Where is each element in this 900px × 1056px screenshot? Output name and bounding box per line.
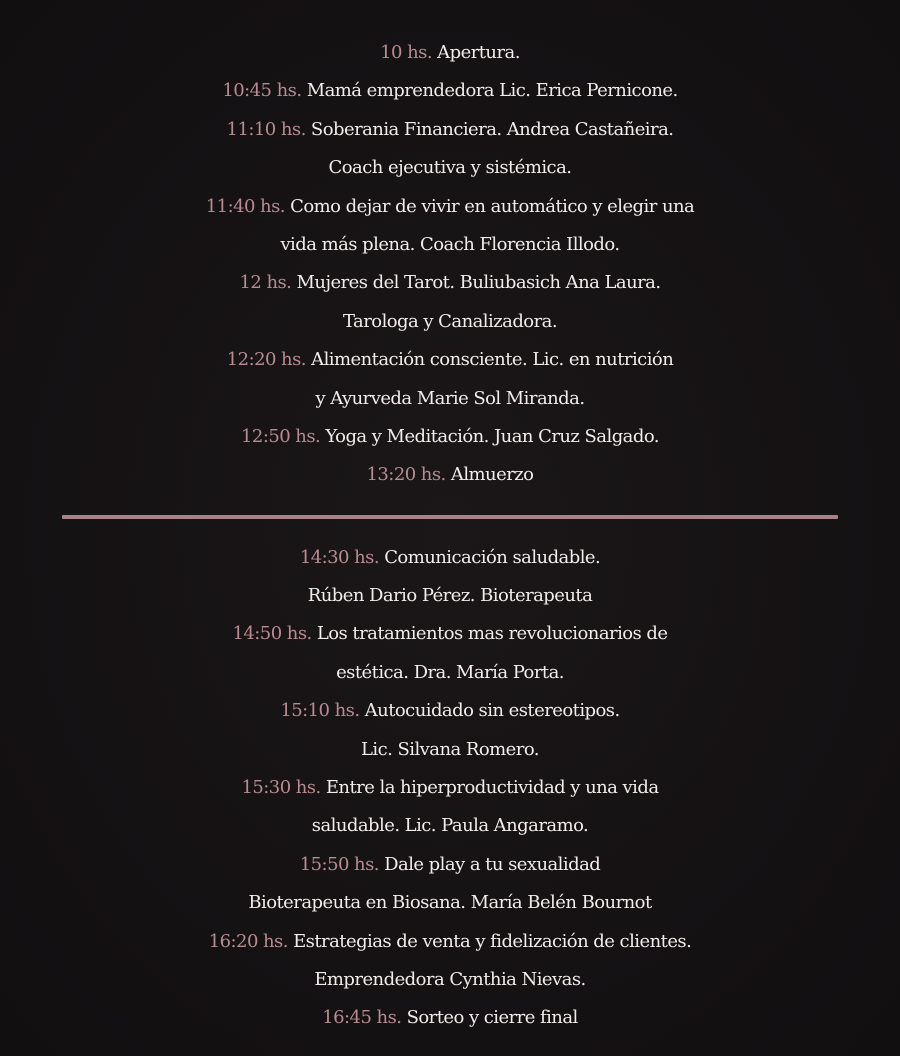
schedule-entry-continuation — [0, 807, 900, 845]
schedule-entry-continuation — [0, 303, 900, 341]
entry-description: Coach ejecutiva y sistémica. — [328, 157, 572, 179]
entry-time: 15:50 hs. — [299, 853, 379, 875]
entry-time: 14:30 hs. — [299, 546, 380, 568]
schedule-entry — [0, 418, 900, 456]
entry-time: 12:20 hs. — [226, 349, 306, 371]
entry-description: Dale play a tu sexualidad — [384, 853, 601, 875]
entry-description: Bioterapeuta en Biosana. María Belén Bournot — [248, 892, 652, 914]
schedule-entry-continuation — [0, 961, 900, 999]
schedule-entry-continuation — [0, 654, 900, 692]
schedule-entry — [0, 615, 900, 653]
entry-time: 14:50 hs. — [232, 623, 312, 645]
schedule-entry — [0, 846, 900, 884]
entry-description: saludable. Lic. Paula Angaramo. — [311, 815, 589, 837]
schedule-entry — [0, 341, 900, 379]
entry-time: 10:45 hs. — [222, 80, 302, 102]
schedule-entry — [0, 539, 900, 577]
schedule-entry-continuation — [0, 577, 900, 615]
entry-description: Los tratamientos mas revolucionarios de — [316, 623, 668, 645]
schedule-entry — [0, 34, 900, 72]
entry-description: Estrategias de venta y fidelización de clientes. — [293, 930, 692, 952]
entry-time: 11:10 hs. — [226, 118, 306, 140]
schedule-entry — [0, 264, 900, 302]
entry-description: Mujeres del Tarot. Buliubasich Ana Laura. — [296, 272, 661, 294]
schedule-entry — [0, 769, 900, 807]
entry-description: Sorteo y cierre final — [406, 1007, 578, 1029]
morning-schedule — [0, 34, 900, 495]
entry-description: Alimentación consciente. Lic. en nutrición — [311, 349, 674, 371]
afternoon-schedule — [0, 539, 900, 1038]
entry-description: Almuerzo — [450, 464, 534, 486]
schedule-entry — [0, 188, 900, 226]
entry-description: Soberania Financiera. Andrea Castañeira. — [310, 118, 674, 140]
schedule-entry — [0, 111, 900, 149]
entry-description: vida más plena. Coach Florencia Illodo. — [280, 233, 620, 255]
entry-description: Comunicación saludable. — [384, 546, 601, 568]
schedule-entry-continuation — [0, 731, 900, 769]
entry-description: Rúben Dario Pérez. Bioterapeuta — [307, 585, 593, 607]
entry-time: 16:45 hs. — [322, 1007, 402, 1029]
entry-description: Yoga y Meditación. Juan Cruz Salgado. — [325, 425, 659, 447]
entry-time: 16:20 hs. — [208, 930, 288, 952]
entry-description: Como dejar de vivir en automático y elegir una — [290, 195, 695, 217]
schedule-entry-continuation — [0, 226, 900, 264]
schedule-entry-continuation — [0, 149, 900, 187]
schedule-entry-continuation — [0, 884, 900, 922]
entry-description: y Ayurveda Marie Sol Miranda. — [315, 387, 585, 409]
entry-time: 11:40 hs. — [205, 195, 285, 217]
entry-time: 15:30 hs. — [241, 777, 321, 799]
entry-time: 12 hs. — [239, 272, 292, 294]
entry-description: Tarologa y Canalizadora. — [342, 310, 557, 332]
entry-description: Autocuidado sin estereotipos. — [364, 700, 620, 722]
entry-description: Emprendedora Cynthia Nievas. — [314, 968, 586, 990]
schedule-entry — [0, 999, 900, 1037]
schedule-entry — [0, 456, 900, 494]
schedule-entry — [0, 692, 900, 730]
entry-time: 15:10 hs. — [280, 700, 360, 722]
entry-time: 10 hs. — [380, 42, 432, 63]
schedule-entry-continuation — [0, 380, 900, 418]
section-divider — [62, 515, 838, 519]
entry-description: Mamá emprendedora Lic. Erica Pernicone. — [306, 80, 678, 102]
entry-description: Entre la hiperproductividad y una vida — [325, 777, 659, 799]
entry-time: 13:20 hs. — [366, 464, 446, 486]
entry-description: Apertura. — [437, 42, 520, 63]
schedule-entry — [0, 72, 900, 110]
entry-time: 12:50 hs. — [241, 425, 321, 447]
entry-description: estética. Dra. María Porta. — [336, 661, 564, 683]
entry-description: Lic. Silvana Romero. — [361, 738, 539, 760]
schedule-entry — [0, 923, 900, 961]
